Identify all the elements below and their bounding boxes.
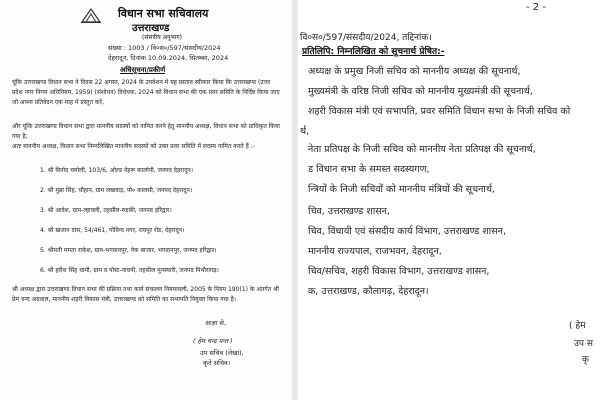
signature-designation-partial: उप स xyxy=(574,339,593,349)
signature-order: आज्ञा से, xyxy=(205,319,227,327)
paragraph-1: चूंकि उत्तराखण्ड विधान सभा ने दिवस 22 अगस्त, 2024 के उपवेशन में यह प्रस्ताव स्वीकार किया कि उत्तराखण्ड (उत्तर प्रदेश नगर निगम अधिनियम, 1959) (संशोधन) विधेयक, 2024 को विधान सभा की एक प्रवर समिति के निर्दिष्ट किया जाए जो अपना प्रतिवेदन एक माह में प्रस्तुत करें, xyxy=(12,79,280,106)
member-item: 4. श्री खजान दास, 54/461, गोविन्द नगर, रायपुर रोड, देहरादून। xyxy=(40,227,185,234)
reference-number: संख्या : 1003 / वि०स०/597/संसदीय/2024 xyxy=(108,44,221,52)
copy-item: नेता प्रतिपक्ष के निजी सचिव को माननीय नेता प्रतिपक्ष की सूचनार्थ, xyxy=(308,144,536,155)
signature-office-partial: कृ xyxy=(582,355,589,365)
copy-item: चिव, विधायी एवं संसदीय कार्य विभाग, उत्तराखण्ड शासन, xyxy=(308,226,506,237)
copy-heading: प्रतिलिपि: निम्नलिखित को सूचनार्थ प्रेषित:- xyxy=(302,47,445,57)
copy-item: ड विधान सभा के समस्त सदस्यगण, xyxy=(308,164,430,175)
copy-item: मुख्यमंत्री के वरिष्ठ निजी सचिव को माननीय मुख्यमंत्री की सूचनार्थ, xyxy=(308,86,533,97)
copy-item: क, उत्तराखण्ड, कौलागढ़, देहरादून। xyxy=(308,286,429,297)
signature-name: ( हेम चन्द पन्त ) xyxy=(193,337,233,345)
paragraph-3: अतः माननीय अध्यक्ष, विधान सभा निम्नलिखित माननीय सदस्यों को उक्त प्रवर समिति में सदस्य नामित करते हैं :- xyxy=(12,143,255,150)
section-name: (संसदीय अनुभाग) xyxy=(142,34,182,41)
copy-item: चिव/सचिव, शहरी विकास विभाग, उत्तराखण्ड शासन, xyxy=(308,266,490,277)
paragraph-4: श्री अध्यक्ष द्वारा उत्तराखण्ड विधान सभा की प्रक्रिया तथा कार्य संचालन नियमावली, 2005 के नियम 190(1) के अंतर्गत श्री प्रेम चन्द अग्रवाल, माननीय शहरी विकास मंत्री, उत्तराखण्ड को समिति का सभापति नियुक्त किया गया है। xyxy=(12,286,279,303)
member-item: 2. श्री मुन्ना सिंह, चौहान, ग्राम लखवाड़, पो० कालसी, जनपद देहरादून। xyxy=(40,187,193,194)
right-page xyxy=(298,0,600,400)
state-name: उत्तराखण्ड xyxy=(132,23,170,34)
copy-item: चिव, उत्तराखण्ड शासन, xyxy=(308,206,390,217)
notification-title: अधिसूचना/प्रकीर्ण xyxy=(120,66,166,74)
copy-item: अध्यक्ष के प्रमुख निजी सचिव को माननीय अध्यक्ष की सूचनार्थ, xyxy=(308,66,521,77)
copy-item: माननीय राज्यपाल, राजभवन, देहरादून, xyxy=(308,246,442,257)
left-page xyxy=(0,0,292,400)
member-item: 5. श्रीमती ममता राकेश, ग्राम-भगवानपुर, नेक बाजार, भगवानपुर, जनपद हरिद्वार। xyxy=(40,247,217,254)
copy-item: न्त्रियों के निजी सचिवों को माननीय मंत्रियों की सूचनार्थ, xyxy=(308,184,495,195)
member-item: 3. श्री आदेश, ग्राम-ल्हावली, तहसील-रुड़की, जनपद हरिद्वार। xyxy=(40,207,172,214)
emblem-logo-icon xyxy=(80,6,102,24)
signature-designation: उप सचिव (लेखा), xyxy=(200,349,244,357)
copy-item: शहरी विकास मंत्री एवं सभापति, प्रवर समिति विधान सभा के निजी सचिव को xyxy=(308,106,571,117)
page-number: - 2 - xyxy=(526,2,546,13)
reference-line: वि०स०/597/संसदीय/2024, तद्दिनांक। xyxy=(300,33,432,43)
member-item: 1. श्री विनोद चमोली, 103/6, ओल्ड नेहरू कालोनी, जनपद देहरादून। xyxy=(40,167,193,174)
signature-office: कृते सचिव। xyxy=(203,359,231,367)
secretariat-title: विधान सभा सचिवालय xyxy=(118,7,209,20)
member-item: 6. श्री हरीश सिंह धामी, ग्राम व पोस्ट-नाचनी, तहसील मुनस्यारी, जनपद पिथौरागढ़। xyxy=(40,267,219,274)
paragraph-2: और चूंकि उत्तराखण्ड विधान सभा द्वारा माननीय सदस्यों को नामित करने हेतु माननीय अध्यक्ष, विधान सभा को प्राधिकृत किया गया है; xyxy=(12,123,280,140)
copy-item: र्थ, xyxy=(300,126,310,137)
signature-name-partial: ( हेम xyxy=(569,321,586,331)
date-line: देहरादून, दिनांक 10.09.2024, सितम्बर, 2024 xyxy=(108,54,229,62)
